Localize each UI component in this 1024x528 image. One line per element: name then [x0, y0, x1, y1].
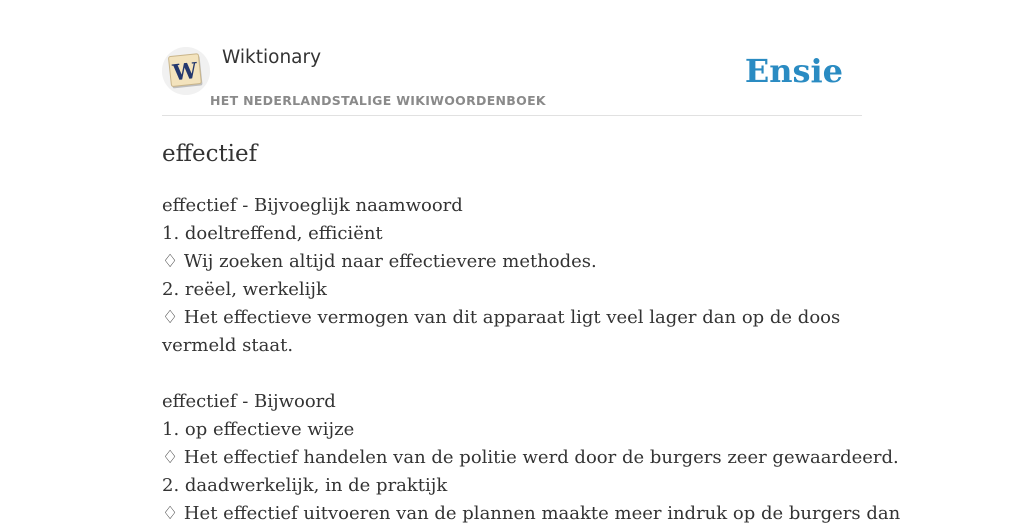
section-heading: effectief - Bijwoord [162, 391, 336, 412]
example-line: ♢ Wij zoeken altijd naar effectievere methodes. [162, 251, 597, 272]
svg-text:W: W [171, 57, 199, 87]
page-title: effectief [162, 141, 258, 167]
site-tagline: HET NEDERLANDSTALIGE WIKIWOORDENBOEK [210, 93, 546, 108]
definition-content [162, 192, 901, 528]
section-spacer [162, 360, 862, 388]
definition-line: 2. reëel, werkelijk [162, 279, 327, 300]
ensie-brand-link[interactable]: Ensie [744, 52, 843, 90]
header-divider [162, 115, 862, 116]
definition-line: 1. doeltreffend, efficiënt [162, 223, 383, 244]
example-line: ♢ Het effectief handelen van de politie werd door de burgers zeer gewaardeerd. [162, 447, 899, 468]
site-name[interactable]: Wiktionary [222, 47, 322, 68]
definition-line: 2. daadwerkelijk, in de praktijk [162, 475, 448, 496]
example-line: ♢ Het effectieve vermogen van dit apparaat ligt veel lager dan op de doos vermeld staat. [162, 307, 841, 356]
example-line: ♢ Het effectief uitvoeren van de plannen maakte meer indruk op de burgers dan [162, 503, 901, 524]
definition-line: 1. op effectieve wijze [162, 419, 355, 440]
wiktionary-logo-icon[interactable] [162, 47, 210, 95]
section-heading: effectief - Bijvoeglijk naamwoord [162, 195, 463, 216]
